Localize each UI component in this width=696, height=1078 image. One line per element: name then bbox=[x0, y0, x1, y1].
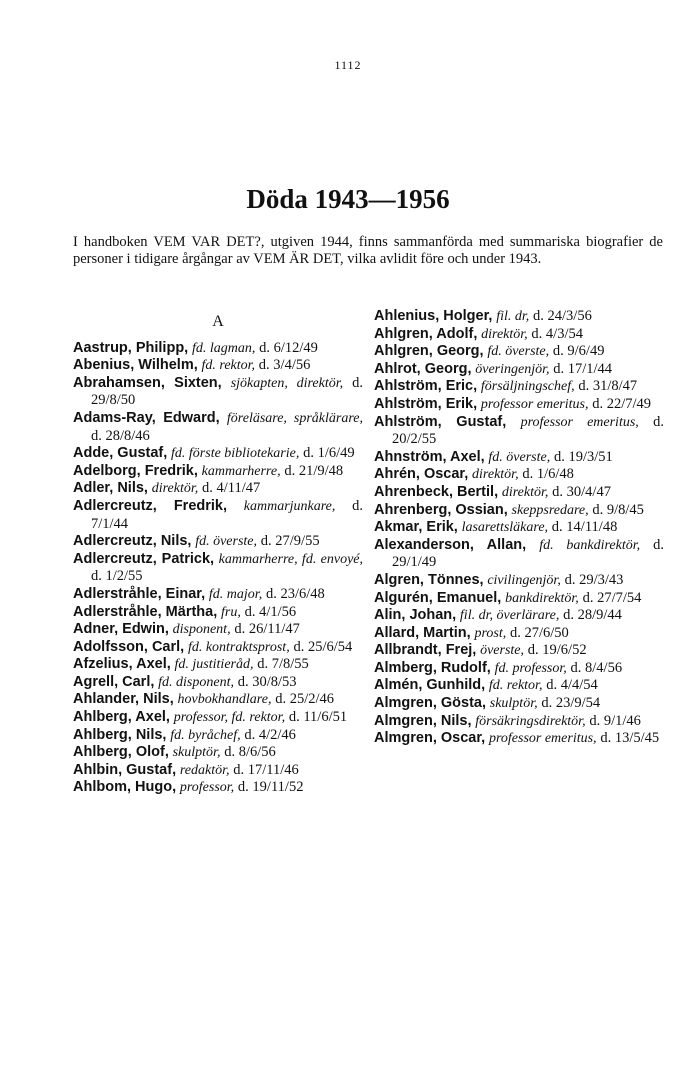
entry-title: professor, bbox=[179, 780, 235, 796]
entry-death-date: d. 6/12/49 bbox=[259, 339, 318, 356]
left-column bbox=[73, 310, 363, 797]
list-item bbox=[374, 466, 664, 484]
entry-title: fd. justitieråd, bbox=[174, 657, 254, 673]
entry-title: skulptör, bbox=[172, 745, 221, 761]
entry-name: Ahlenius, Holger, bbox=[374, 308, 493, 324]
entry-title: fd. överste, bbox=[195, 534, 258, 550]
entry-death-date: d. 7/8/55 bbox=[257, 656, 309, 673]
entry-death-date: d. 19/11/52 bbox=[237, 779, 304, 796]
entry-name: Ahrenbeck, Bertil, bbox=[374, 483, 499, 500]
entry-title: fd. förste bibliotekarie, bbox=[171, 446, 300, 462]
entry-name: Ahlgren, Georg, bbox=[374, 343, 484, 360]
list-item bbox=[73, 586, 363, 604]
entry-death-date: d. 17/11/46 bbox=[233, 761, 299, 778]
list-item bbox=[73, 340, 363, 358]
entry-death-date: d. 19/6/52 bbox=[527, 642, 587, 659]
entry-title: kammarjunkare, bbox=[243, 498, 336, 514]
list-item bbox=[374, 590, 664, 608]
entry-name: Ahlgren, Adolf, bbox=[374, 325, 478, 342]
list-item bbox=[73, 639, 363, 657]
entry-title: prost, bbox=[474, 625, 507, 641]
entry-name: Adlercreutz, Patrick, bbox=[73, 550, 215, 567]
entry-death-date: d. 9/1/46 bbox=[589, 712, 641, 729]
section-letter: A bbox=[212, 313, 224, 330]
entry-death-date: d. 19/3/51 bbox=[553, 448, 613, 465]
list-item bbox=[374, 713, 664, 731]
entry-name: Ahlander, Nils, bbox=[73, 691, 174, 708]
entry-death-date: d. 26/11/47 bbox=[234, 621, 300, 638]
entry-death-date: d. 30/4/47 bbox=[552, 483, 611, 500]
entry-death-date: d. 9/6/49 bbox=[552, 343, 605, 360]
list-item bbox=[73, 533, 363, 551]
entry-death-date: d. 1/2/55 bbox=[91, 568, 143, 585]
entry-title: fd. professor, bbox=[494, 660, 567, 676]
entry-name: Ahlbom, Hugo, bbox=[73, 779, 177, 796]
list-item bbox=[374, 343, 664, 361]
entry-title: fd. bankdirektör, bbox=[539, 537, 641, 553]
list-item bbox=[73, 744, 363, 762]
entry-name: Adler, Nils, bbox=[73, 480, 148, 497]
list-item bbox=[374, 519, 664, 537]
entry-name: Almberg, Rudolf, bbox=[374, 659, 491, 676]
entry-name: Ahlberg, Axel, bbox=[73, 709, 170, 726]
list-item bbox=[374, 695, 664, 713]
entry-name: Almgren, Gösta, bbox=[374, 695, 486, 712]
entry-title: lasarettsläkare, bbox=[461, 520, 549, 536]
list-item bbox=[374, 660, 664, 678]
entry-death-date: d. 4/2/46 bbox=[244, 726, 296, 743]
entry-death-date: d. 1/6/49 bbox=[303, 445, 355, 462]
list-item bbox=[73, 357, 363, 375]
list-item bbox=[374, 730, 664, 748]
entry-death-date: d. 24/3/56 bbox=[533, 308, 592, 324]
list-item bbox=[374, 677, 664, 695]
entry-death-date: d. 8/6/56 bbox=[224, 744, 276, 761]
entry-name: Aastrup, Philipp, bbox=[73, 339, 189, 356]
entry-death-date: d. 25/6/54 bbox=[293, 638, 353, 655]
list-item bbox=[73, 762, 363, 780]
entry-title: fd. major, bbox=[208, 586, 263, 602]
entry-name: Afzelius, Axel, bbox=[73, 656, 171, 673]
entry-name: Allbrandt, Frej, bbox=[374, 642, 477, 659]
entry-name: Ahnström, Axel, bbox=[374, 448, 485, 465]
list-item bbox=[73, 445, 363, 463]
entry-title: professor emeritus, bbox=[480, 396, 589, 412]
page-title: Döda 1943—1956 bbox=[246, 184, 450, 214]
list-item bbox=[73, 691, 363, 709]
entry-title: redaktör, bbox=[179, 762, 230, 778]
entry-title: fd. lagman, bbox=[191, 340, 256, 356]
entry-title: överste, bbox=[480, 643, 525, 659]
entry-death-date: d. 4/3/54 bbox=[531, 325, 583, 342]
entry-title: skeppsredare, bbox=[511, 502, 589, 518]
entry-death-date: d. 28/9/44 bbox=[563, 607, 622, 624]
entry-name: Akmar, Erik, bbox=[374, 519, 458, 536]
entry-name: Adams-Ray, Edward, bbox=[73, 409, 220, 426]
entry-title: direktör, bbox=[472, 467, 519, 483]
entry-name: Adde, Gustaf, bbox=[73, 445, 168, 462]
list-item bbox=[73, 621, 363, 639]
list-item bbox=[374, 537, 664, 572]
entry-name: Adlerstråhle, Märtha, bbox=[73, 603, 218, 620]
entry-name: Alin, Johan, bbox=[374, 607, 457, 624]
entry-death-date: d. 13/5/45 bbox=[600, 730, 660, 747]
entry-title: bankdirektör, bbox=[505, 590, 579, 606]
entry-name: Ahlbin, Gustaf, bbox=[73, 761, 177, 778]
entry-name: Ahlberg, Nils, bbox=[73, 726, 167, 743]
entry-title: fd. överste, bbox=[488, 449, 551, 465]
entry-death-date: d. 22/7/49 bbox=[592, 395, 652, 412]
entry-name: Alexanderson, Allan, bbox=[374, 536, 527, 553]
entry-name: Abenius, Wilhelm, bbox=[73, 357, 198, 374]
entry-death-date: d. 27/6/50 bbox=[509, 624, 569, 641]
list-item bbox=[374, 396, 664, 414]
entry-name: Abrahamsen, Sixten, bbox=[73, 374, 222, 391]
entry-name: Adolfsson, Carl, bbox=[73, 638, 185, 655]
entry-title: civilingenjör, bbox=[487, 572, 561, 588]
entry-name: Ahlberg, Olof, bbox=[73, 744, 169, 761]
entry-name: Ahrén, Oscar, bbox=[374, 466, 469, 483]
list-item bbox=[374, 308, 664, 326]
entry-name: Allard, Martin, bbox=[374, 624, 471, 641]
list-item bbox=[73, 410, 363, 445]
entry-name: Ahlström, Eric, bbox=[374, 378, 478, 395]
entry-name: Adner, Edwin, bbox=[73, 621, 169, 638]
entry-title: direktör, bbox=[151, 481, 199, 497]
list-item bbox=[374, 607, 664, 625]
entry-title: skulptör, bbox=[489, 696, 538, 712]
entry-title: fil. dr, bbox=[496, 309, 530, 324]
entry-title: försäljningschef, bbox=[480, 379, 575, 395]
entry-name: Almgren, Nils, bbox=[374, 712, 472, 729]
entry-death-date: d. 3/4/56 bbox=[258, 357, 311, 374]
entry-death-date: d. 31/8/47 bbox=[578, 378, 638, 395]
entry-name: Ahlström, Erik, bbox=[374, 395, 478, 412]
list-item bbox=[374, 361, 664, 379]
entry-death-date: d. 29/1/49 bbox=[392, 536, 665, 571]
entry-title: kammarherre, bbox=[201, 463, 281, 479]
entry-death-date: d. 25/2/46 bbox=[275, 691, 335, 708]
entry-title: fd. kontraktsprost, bbox=[187, 639, 290, 655]
list-item bbox=[73, 551, 363, 586]
entry-title: försäkringsdirektör, bbox=[475, 713, 586, 729]
entry-title: disponent, bbox=[172, 622, 231, 638]
entry-title: fru, bbox=[221, 604, 241, 620]
entry-death-date: d. 4/11/47 bbox=[202, 480, 261, 497]
entry-name: Ahlström, Gustaf, bbox=[374, 413, 507, 430]
entry-name: Ahlrot, Georg, bbox=[374, 360, 472, 377]
entry-death-date: d. 23/9/54 bbox=[541, 695, 601, 712]
list-item bbox=[374, 326, 664, 344]
entry-title: professor emeritus, bbox=[520, 414, 639, 430]
entry-death-date: d. 4/4/54 bbox=[546, 677, 598, 694]
list-item bbox=[374, 642, 664, 660]
entry-title: fd. överste, bbox=[487, 344, 550, 360]
list-item bbox=[374, 378, 664, 396]
entry-death-date: d. 27/9/55 bbox=[260, 533, 320, 550]
entry-title: fd. rektor, bbox=[201, 358, 256, 374]
list-item bbox=[73, 604, 363, 622]
entry-title: fd. disponent, bbox=[158, 674, 234, 690]
entry-title: fd. byråchef, bbox=[170, 727, 241, 743]
entry-name: Algurén, Emanuel, bbox=[374, 589, 502, 606]
entry-name: Adlerstråhle, Einar, bbox=[73, 585, 206, 602]
entry-title: sjökapten, direktör, bbox=[230, 375, 344, 391]
entry-title: hovbokhandlare, bbox=[177, 692, 272, 708]
entry-title: föreläsare, språklärare, bbox=[226, 410, 363, 426]
list-item bbox=[374, 502, 664, 520]
list-item bbox=[73, 498, 363, 533]
entry-title: direktör, bbox=[501, 484, 549, 500]
entry-name: Agrell, Carl, bbox=[73, 673, 155, 690]
entry-death-date: d. 11/6/51 bbox=[288, 709, 348, 726]
entry-name: Adlercreutz, Fredrik, bbox=[73, 497, 228, 514]
intro-paragraph: I handboken VEM VAR DET?, utgiven 1944, finns sammanförda med summariska biografier de personer i tidigare årgångar av VEM ÄR DET, vilka avlidit före och under 1943. bbox=[73, 234, 663, 267]
entry-death-date: d. 30/8/53 bbox=[237, 673, 297, 690]
entry-death-date: d. 20/2/55 bbox=[392, 413, 664, 448]
list-item bbox=[73, 779, 363, 797]
entry-death-date: d. 21/9/48 bbox=[284, 462, 344, 479]
entry-death-date: d. 14/11/48 bbox=[551, 519, 618, 536]
list-item bbox=[73, 709, 363, 727]
entry-death-date: d. 17/1/44 bbox=[553, 360, 613, 377]
list-item bbox=[73, 463, 363, 481]
entry-title: fd. rektor, bbox=[488, 678, 543, 694]
right-column bbox=[374, 308, 664, 748]
list-item bbox=[73, 727, 363, 745]
entry-name: Almgren, Oscar, bbox=[374, 730, 486, 747]
list-item bbox=[73, 375, 363, 410]
entry-name: Algren, Tönnes, bbox=[374, 571, 484, 588]
list-item bbox=[374, 625, 664, 643]
entry-death-date: d. 27/7/54 bbox=[582, 589, 642, 606]
entry-name: Almén, Gunhild, bbox=[374, 677, 486, 694]
entry-title: fil. dr, överlärare, bbox=[459, 608, 560, 624]
entry-death-date: d. 23/6/48 bbox=[265, 585, 325, 602]
entry-title: professor, fd. rektor, bbox=[173, 710, 286, 726]
entry-death-date: d. 7/1/44 bbox=[91, 497, 364, 532]
entry-death-date: d. 29/8/50 bbox=[91, 374, 363, 409]
list-item bbox=[374, 572, 664, 590]
entry-title: direktör, bbox=[481, 326, 528, 342]
entry-death-date: d. 4/1/56 bbox=[244, 603, 297, 620]
entry-title: kammarherre, fd. envoyé, bbox=[218, 551, 363, 567]
entry-death-date: d. 29/3/43 bbox=[564, 571, 624, 588]
list-item bbox=[374, 449, 664, 467]
list-item bbox=[73, 674, 363, 692]
entry-death-date: d. 1/6/48 bbox=[522, 466, 574, 483]
list-item bbox=[374, 484, 664, 502]
list-item bbox=[73, 480, 363, 498]
entry-name: Adelborg, Fredrik, bbox=[73, 462, 198, 479]
list-item bbox=[374, 414, 664, 449]
page-number: 1112 bbox=[334, 58, 362, 72]
entry-name: Adlercreutz, Nils, bbox=[73, 533, 192, 550]
entry-title: professor emeritus, bbox=[488, 731, 597, 747]
entry-name: Ahrenberg, Ossian, bbox=[374, 501, 508, 518]
entry-title: överingenjör, bbox=[475, 361, 550, 377]
entry-death-date: d. 9/8/45 bbox=[592, 501, 644, 518]
list-item bbox=[73, 656, 363, 674]
entry-death-date: d. 8/4/56 bbox=[570, 659, 623, 676]
entry-death-date: d. 28/8/46 bbox=[91, 427, 150, 444]
